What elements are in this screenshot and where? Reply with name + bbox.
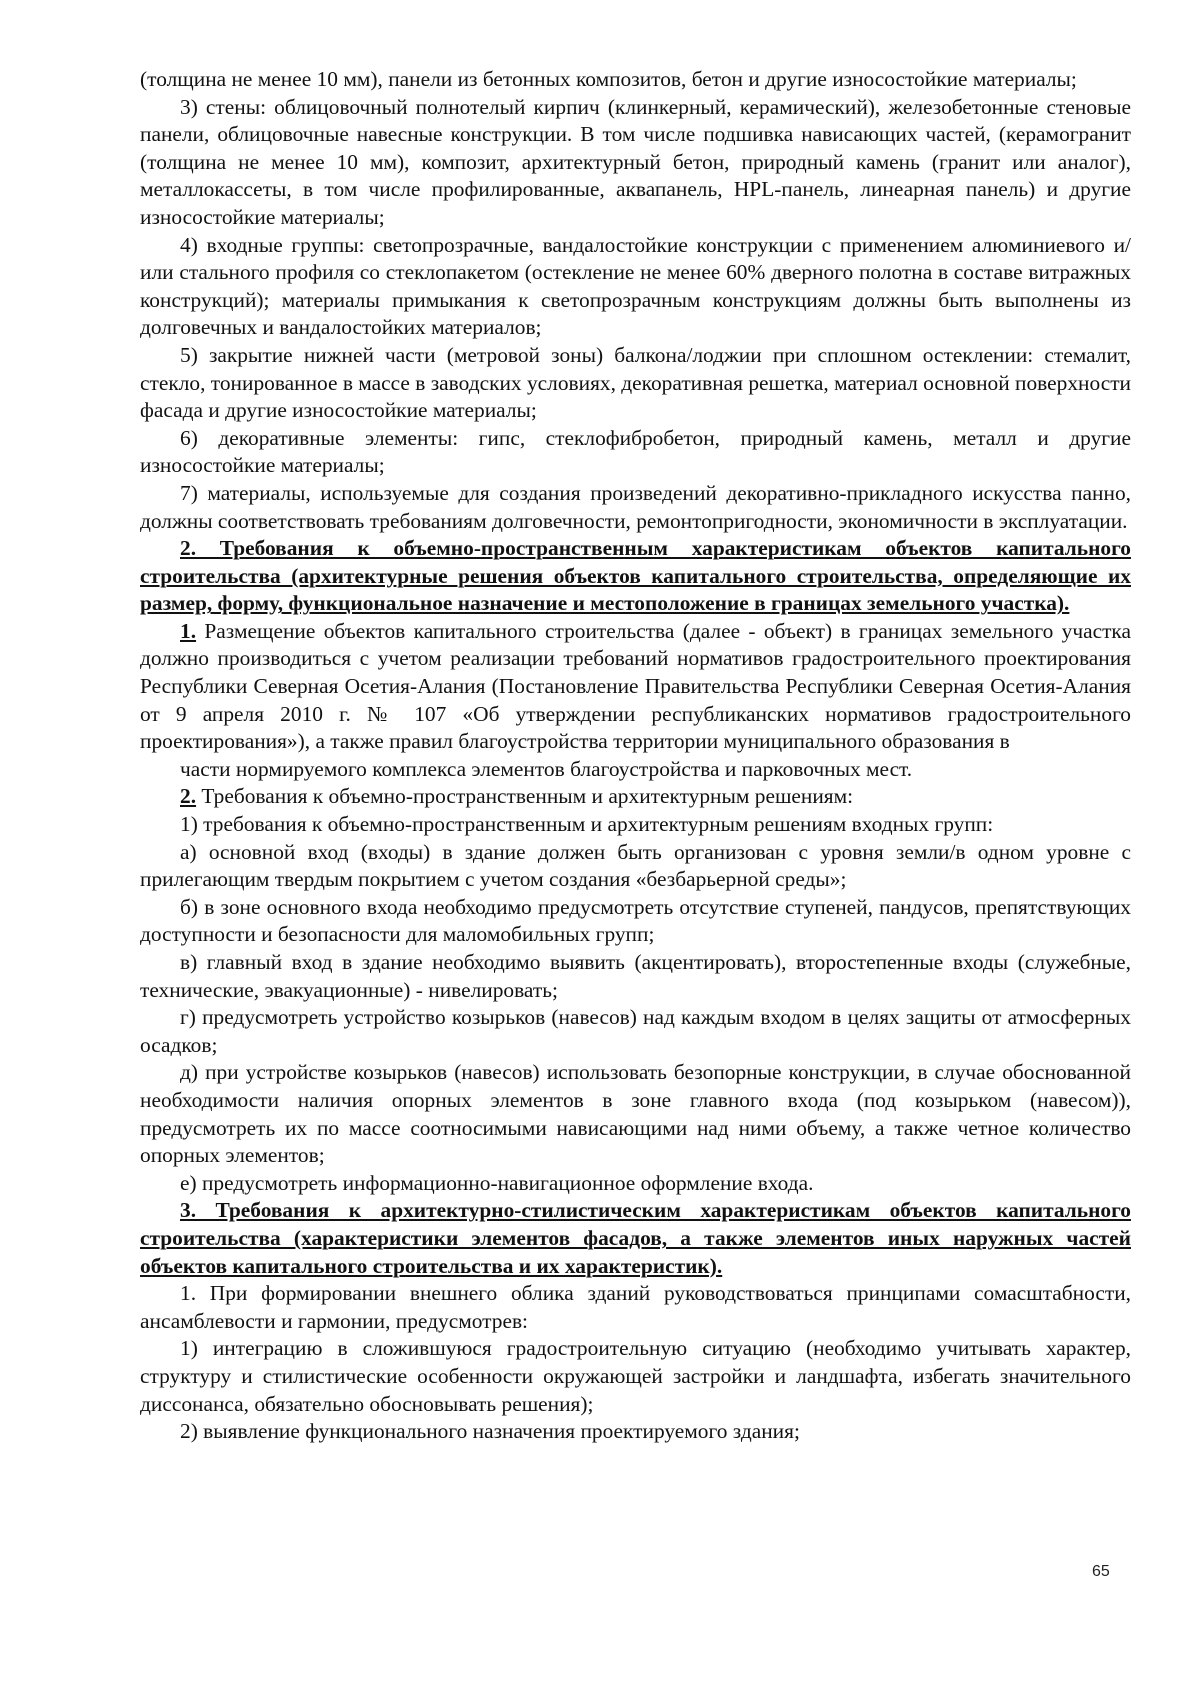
paragraph-canopy-supports: д) при устройстве козырьков (навесов) использовать безопорные конструкции, в случае обоснованной необходимости наличия опорных элементов в зоне главного входа (под козырьком (навесом)), предусмотреть их по массе соотносимыми нависающими над ними объему, а также четное количество опорных элементов; (140, 1060, 1131, 1168)
placement-text: Размещение объектов капитального строительства (далее - объект) в границах земельного участка должно производиться с учетом реализации требований нормативов градостроительного проектирования Республики Северная Осетия-Алания (Постановление Правительства Республики Северная Осетия-Алания от 9 апреля 2010 г. № 107 «Об утверждении республиканских нормативов градостроительного проектирования»), а также правил благоустройства территории муниципального образования в (140, 618, 1131, 754)
paragraph-materials-continuation: (толщина не менее 10 мм), панели из бетонных композитов, бетон и другие износостойкие материалы; (140, 67, 1077, 91)
paragraph-placement (140, 618, 1131, 756)
page-number: 65 (1092, 1563, 1110, 1580)
paragraph-no-steps: б) в зоне основного входа необходимо предусмотреть отсутствие ступеней, пандусов, препятствующих доступности и безопасности для маломобильных групп; (140, 894, 1131, 947)
document-page (140, 66, 1131, 1446)
paragraph-function: 2) выявление функционального назначения проектируемого здания; (180, 1419, 800, 1444)
paragraph-integration: 1) интеграцию в сложившуюся градостроительную ситуацию (необходимо учитывать характер, структуру и стилистические особенности окружающей застройки и ландшафта, избегать значительного диссонанса, обязательно обосновывать решения); (140, 1336, 1131, 1416)
paragraph-decorative-elements: 6) декоративные элементы: гипс, стеклофибробетон, природный камень, металл и другие износостойкие материалы; (140, 425, 1131, 478)
paragraph-spatial-requirements (140, 783, 1131, 811)
paragraph-balcony-closing: 5) закрытие нижней части (метровой зоны) балкона/лоджии при сплошном остеклении: стемалит, стекло, тонированное в массе в заводских условиях, декоративная решетка, материал основной поверхности фасада и другие износостойкие материалы; (140, 342, 1131, 423)
paragraph-exterior-principles: 1. При формировании внешнего облика зданий руководствоваться принципами сомасштабности, ансамблевости и гармонии, предусмотрев: (140, 1281, 1131, 1333)
paragraph-accent-entrance: в) главный вход в здание необходимо выявить (акцентировать), второстепенные входы (служебные, технические, эвакуационные) - нивелировать; (140, 950, 1131, 1002)
paragraph-entrance-requirements: 1) требования к объемно-пространственным и архитектурным решениям входных групп: (180, 812, 994, 837)
item-number-2: 2. (180, 784, 197, 809)
paragraph-placement-continuation: части нормируемого комплекса элементов благоустройства и парковочных мест. (180, 756, 913, 781)
paragraph-entrance-groups: 4) входные группы: светопрозрачные, вандалостойкие конструкции с применением алюминиевого и/или стального профиля со стеклопакетом (остекление не менее 60% дверного полотна в составе витражных конструкций); материалы примыкания к светопрозрачным конструкциям должны быть выполнены из долговечных и вандалостойких материалов; (140, 232, 1131, 340)
spatial-requirements-text: Требования к объемно-пространственным и архитектурным решениям: (196, 784, 854, 809)
section-heading-2: 2. Требования к объемно-пространственным характеристикам объектов капитального строительства (архитектурные решения объектов капитального строительства, определяющие их размер, форму, функциональное назначение и местоположение в границах земельного участка). (140, 536, 1131, 616)
paragraph-panno-materials: 7) материалы, используемые для создания произведений декоративно-прикладного искусства панно, должны соответствовать требованиям долговечности, ремонтопригодности, экономичности в эксплуатации. (140, 480, 1131, 533)
paragraph-navigation: е) предусмотреть информационно-навигационное оформление входа. (180, 1170, 814, 1195)
section-heading-3: 3. Требования к архитектурно-стилистическим характеристикам объектов капитального строительства (характеристики элементов фасадов, а также элементов иных наружных частей объектов капитального строительства и их характеристик). (140, 1198, 1131, 1278)
paragraph-walls: 3) стены: облицовочный полнотелый кирпич (клинкерный, керамический), железобетонные стеновые панели, облицовочные навесные конструкции. В том числе подшивка нависающих частей, (керамогранит (толщина не менее 10 мм), композит, архитектурный бетон, природный камень (гранит или аналог), металлокассеты, в том числе профилированные, аквапанель, HPL-панель, линеарная панель) и другие износостойкие материалы; (140, 94, 1131, 229)
item-number-1: 1. (180, 618, 197, 643)
paragraph-canopies: г) предусмотреть устройство козырьков (навесов) над каждым входом в целях защиты от атмосферных осадков; (140, 1005, 1131, 1057)
paragraph-main-entrance: а) основной вход (входы) в здание должен быть организован с уровня земли/в одном уровне с прилегающим твердым покрытием с учетом создания «безбарьерной среды»; (140, 839, 1131, 892)
